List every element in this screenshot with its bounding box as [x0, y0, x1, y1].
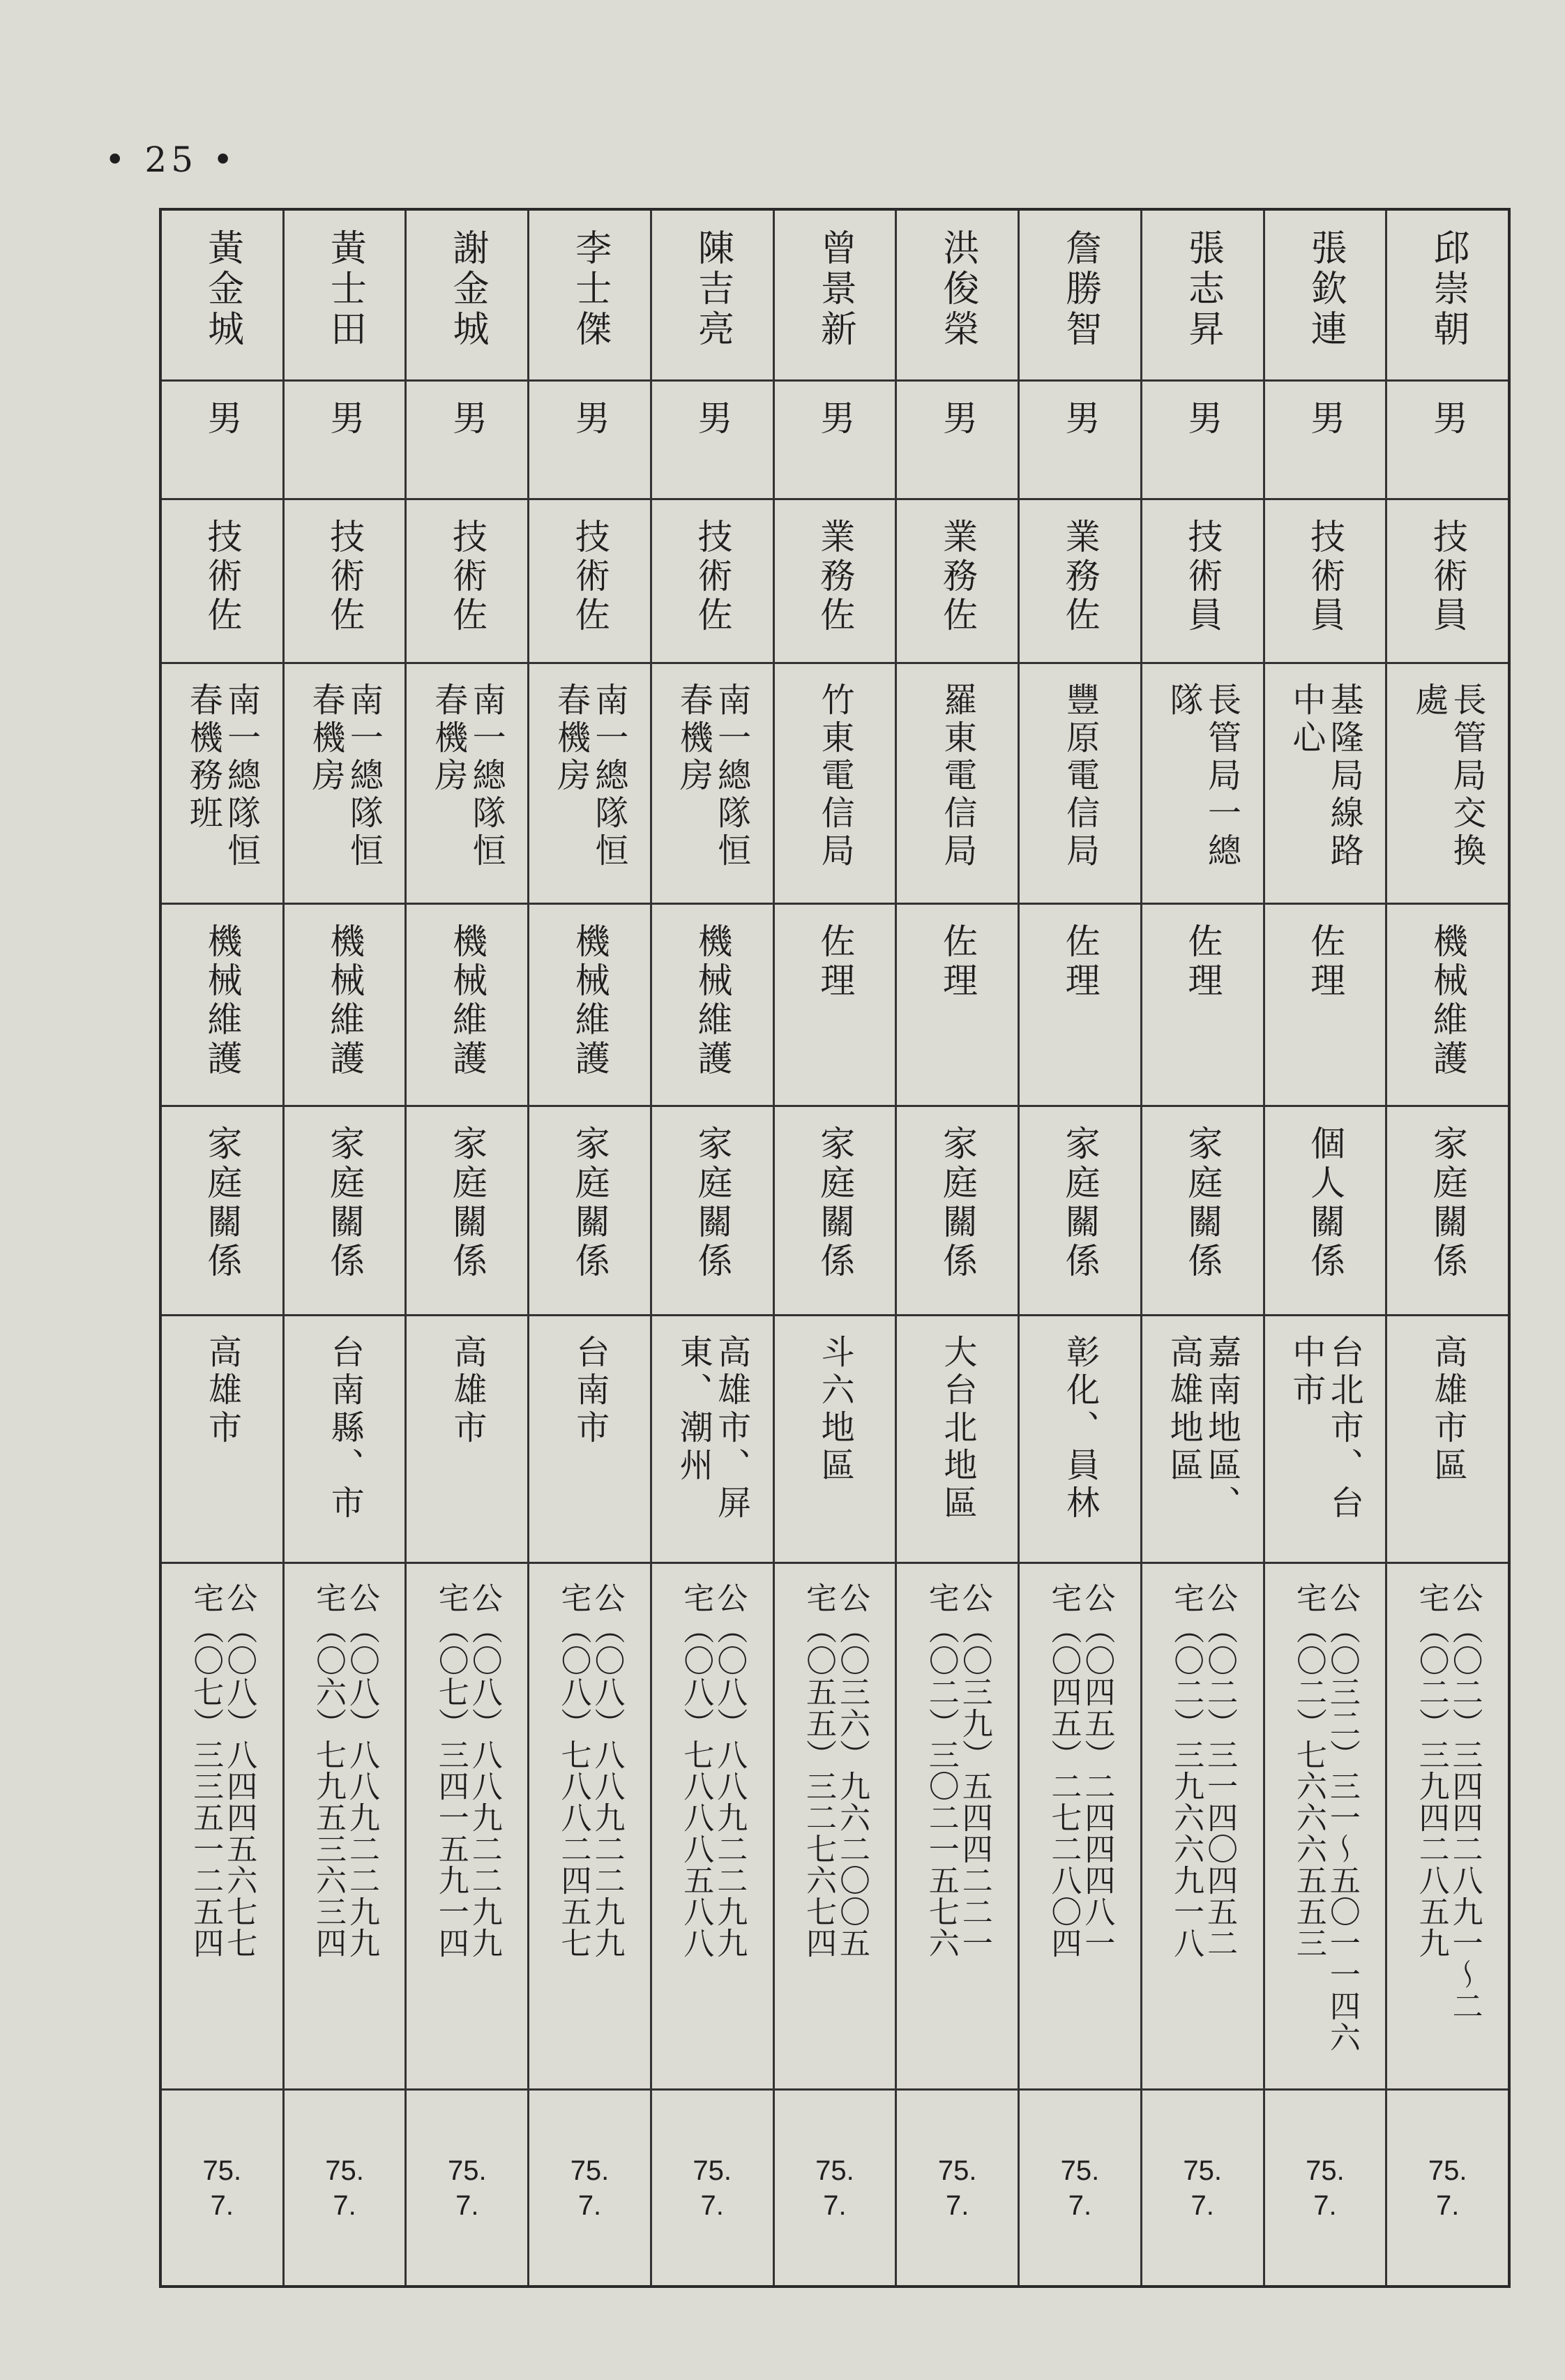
title-cell	[775, 500, 895, 664]
unit-line: 隊	[1164, 682, 1204, 720]
job-text: 佐理	[815, 923, 856, 1001]
relation-text: 家庭關係	[1182, 1125, 1223, 1281]
title-text: 技術員	[1182, 518, 1223, 635]
job-cell	[285, 905, 405, 1107]
relation-text: 家庭關係	[447, 1125, 487, 1281]
sex-cell	[652, 382, 773, 500]
date-line: 7.	[1068, 2190, 1092, 2221]
phone-line: 公（〇四五）二四四四八一	[1079, 1582, 1115, 1959]
title-text: 技術佐	[692, 518, 733, 635]
unit-line: 春機房	[306, 682, 346, 795]
name-text: 張志昇	[1181, 229, 1224, 350]
job-cell	[1265, 905, 1386, 1107]
area-line: 中市	[1286, 1334, 1326, 1410]
name-text: 邱崇朝	[1426, 229, 1469, 350]
area-cell	[897, 1316, 1018, 1564]
name-text: 詹勝智	[1059, 229, 1101, 350]
area-cell	[775, 1316, 895, 1564]
phone-line: 宅（〇二）三九六六九一八	[1168, 1582, 1204, 1959]
relation-text: 家庭關係	[692, 1125, 733, 1281]
title-text: 技術員	[1305, 518, 1346, 635]
date-line: 75.	[1183, 2155, 1222, 2186]
title-cell	[1265, 500, 1386, 664]
unit-cell	[529, 664, 650, 905]
page-number: • 25 •	[105, 140, 238, 180]
date-line: 7.	[700, 2190, 724, 2221]
sex-cell	[529, 382, 650, 500]
title-text: 業務佐	[937, 518, 978, 635]
name-cell	[529, 211, 650, 382]
date-line: 7.	[1313, 2190, 1337, 2221]
personnel-table	[159, 208, 1511, 2288]
unit-line: 南一總隊恒	[589, 682, 628, 871]
unit-line: 竹東電信局	[815, 682, 855, 871]
title-text: 技術佐	[202, 518, 243, 635]
phone-cell	[652, 1564, 773, 2091]
unit-line: 中心	[1286, 682, 1326, 758]
title-cell	[1020, 500, 1140, 664]
date-line: 7.	[946, 2190, 969, 2221]
unit-line: 春機房	[551, 682, 591, 795]
record-column	[405, 211, 527, 2285]
phone-line: 公（〇八）八八九二二九九	[344, 1582, 380, 1959]
area-line: 台南縣、市	[325, 1334, 365, 1523]
unit-cell	[162, 664, 282, 905]
date-text	[1183, 2153, 1222, 2223]
title-cell	[162, 500, 282, 664]
job-cell	[1142, 905, 1263, 1107]
name-text: 洪俊榮	[936, 229, 978, 350]
title-text: 業務佐	[1059, 518, 1101, 635]
sex-text: 男	[1427, 400, 1468, 439]
job-text: 佐理	[1305, 923, 1346, 1001]
area-cell	[407, 1316, 527, 1564]
job-cell	[529, 905, 650, 1107]
title-text: 技術佐	[447, 518, 487, 635]
job-text: 機械維護	[447, 923, 487, 1079]
name-text: 黃士田	[324, 229, 366, 350]
name-text: 張欽連	[1304, 229, 1347, 350]
area-line: 台南市	[570, 1334, 610, 1447]
relation-cell	[1387, 1107, 1508, 1316]
job-cell	[1387, 905, 1508, 1107]
date-cell	[897, 2091, 1018, 2285]
date-line: 75.	[937, 2155, 977, 2186]
name-cell	[1020, 211, 1140, 382]
phone-line: 公（〇三九）五四四二二一	[956, 1582, 992, 1959]
unit-line: 羅東電信局	[937, 682, 977, 871]
job-text: 佐理	[937, 923, 978, 1001]
sex-text: 男	[569, 400, 610, 439]
name-cell	[652, 211, 773, 382]
phone-line: 宅（〇二）三〇二一五七六	[923, 1582, 959, 1959]
sex-text: 男	[1305, 400, 1346, 439]
sex-text: 男	[692, 400, 733, 439]
area-line: 高雄市區	[1428, 1334, 1467, 1485]
phone-line: 公（〇八）八八九二二九九	[466, 1582, 502, 1959]
name-cell	[1142, 211, 1263, 382]
unit-cell	[407, 664, 527, 905]
date-line: 75.	[447, 2155, 487, 2186]
relation-cell	[1142, 1107, 1263, 1316]
job-text: 機械維護	[324, 923, 365, 1079]
area-line: 高雄市、屏	[711, 1334, 751, 1523]
date-text	[202, 2153, 241, 2223]
sex-cell	[897, 382, 1018, 500]
title-text: 技術佐	[569, 518, 610, 635]
date-cell	[407, 2091, 527, 2285]
date-line: 7.	[823, 2190, 847, 2221]
date-cell	[529, 2091, 650, 2285]
unit-cell	[1142, 664, 1263, 905]
job-text: 機械維護	[692, 923, 733, 1079]
title-cell	[1142, 500, 1263, 664]
date-text	[1061, 2153, 1100, 2223]
title-cell	[652, 500, 773, 664]
unit-cell	[775, 664, 895, 905]
relation-text: 家庭關係	[1427, 1125, 1468, 1281]
date-line: 75.	[1306, 2155, 1345, 2186]
area-line: 台北市、台	[1324, 1334, 1364, 1523]
job-text: 機械維護	[202, 923, 243, 1079]
unit-line: 春機房	[428, 682, 468, 795]
relation-cell	[1020, 1107, 1140, 1316]
job-cell	[775, 905, 895, 1107]
date-cell	[285, 2091, 405, 2285]
record-column	[895, 211, 1018, 2285]
date-line: 75.	[815, 2155, 854, 2186]
unit-line: 處	[1409, 682, 1449, 720]
relation-text: 家庭關係	[1059, 1125, 1101, 1281]
sex-cell	[407, 382, 527, 500]
unit-line: 南一總隊恒	[711, 682, 751, 871]
job-cell	[652, 905, 773, 1107]
title-cell	[1387, 500, 1508, 664]
date-text	[1428, 2153, 1467, 2223]
phone-line: 公（〇二）三一四〇四五二	[1202, 1582, 1238, 1959]
record-column	[282, 211, 405, 2285]
phone-line: 宅（〇八）七八八二四五七	[555, 1582, 591, 1959]
area-cell	[652, 1316, 773, 1564]
unit-cell	[652, 664, 773, 905]
unit-line: 春機房	[674, 682, 713, 795]
sex-cell	[1020, 382, 1140, 500]
date-line: 75.	[570, 2155, 610, 2186]
sex-cell	[162, 382, 282, 500]
record-column	[1385, 211, 1508, 2285]
phone-cell	[897, 1564, 1018, 2091]
date-text	[938, 2153, 977, 2223]
job-text: 機械維護	[1427, 923, 1468, 1079]
sex-cell	[1142, 382, 1263, 500]
record-column	[1140, 211, 1263, 2285]
date-text	[570, 2153, 610, 2223]
area-cell	[1387, 1316, 1508, 1564]
unit-cell	[1020, 664, 1140, 905]
date-line: 7.	[455, 2190, 479, 2221]
area-cell	[162, 1316, 282, 1564]
area-line: 大台北地區	[937, 1334, 977, 1523]
area-line: 高雄市	[202, 1334, 242, 1447]
unit-line: 南一總隊恒	[344, 682, 384, 871]
date-line: 7.	[1190, 2190, 1214, 2221]
record-column	[773, 211, 895, 2285]
phone-line: 公（〇二）三四四二八九一〜二	[1446, 1582, 1483, 2021]
job-cell	[897, 905, 1018, 1107]
job-cell	[1020, 905, 1140, 1107]
unit-line: 春機務班	[183, 682, 223, 833]
date-text	[448, 2153, 487, 2223]
name-text: 曾景新	[814, 229, 856, 350]
name-cell	[897, 211, 1018, 382]
date-line: 7.	[333, 2190, 356, 2221]
phone-line: 宅（〇八）七八八八五八八	[678, 1582, 714, 1959]
phone-line: 宅（〇五五）三二七六七四	[800, 1582, 836, 1959]
phone-cell	[1265, 1564, 1386, 2091]
date-line: 75.	[202, 2155, 242, 2186]
name-cell	[775, 211, 895, 382]
area-line: 東、潮州	[674, 1334, 713, 1485]
relation-text: 家庭關係	[569, 1125, 610, 1281]
relation-cell	[652, 1107, 773, 1316]
area-cell	[285, 1316, 405, 1564]
date-line: 7.	[1435, 2190, 1460, 2221]
relation-text: 家庭關係	[815, 1125, 856, 1281]
unit-line: 南一總隊恒	[467, 682, 506, 871]
name-text: 謝金城	[446, 229, 489, 350]
phone-cell	[775, 1564, 895, 2091]
phone-line: 宅（〇七）三四一五九一四	[432, 1582, 469, 1959]
relation-cell	[162, 1107, 282, 1316]
relation-text: 家庭關係	[937, 1125, 978, 1281]
date-cell	[1387, 2091, 1508, 2285]
unit-cell	[285, 664, 405, 905]
job-text: 機械維護	[569, 923, 610, 1079]
unit-line: 南一總隊恒	[221, 682, 261, 871]
name-cell	[162, 211, 282, 382]
title-text: 技術員	[1427, 518, 1468, 635]
unit-line: 長管局交換	[1447, 682, 1487, 871]
date-text	[325, 2153, 364, 2223]
date-line: 75.	[1060, 2155, 1100, 2186]
relation-cell	[1265, 1107, 1386, 1316]
unit-cell	[1265, 664, 1386, 905]
job-cell	[162, 905, 282, 1107]
date-cell	[1020, 2091, 1140, 2285]
job-text: 佐理	[1059, 923, 1101, 1001]
sex-text: 男	[937, 400, 978, 439]
phone-line: 宅（〇四五）二七二八〇四	[1045, 1582, 1082, 1959]
date-line: 75.	[325, 2155, 364, 2186]
unit-line: 長管局一總	[1202, 682, 1241, 871]
phone-line: 公（〇八）八八九二二九九	[589, 1582, 625, 1959]
name-cell	[1265, 211, 1386, 382]
unit-line: 豐原電信局	[1060, 682, 1100, 871]
phone-cell	[1142, 1564, 1263, 2091]
relation-cell	[529, 1107, 650, 1316]
unit-cell	[1387, 664, 1508, 905]
title-cell	[285, 500, 405, 664]
relation-cell	[775, 1107, 895, 1316]
record-column	[1018, 211, 1140, 2285]
unit-cell	[897, 664, 1018, 905]
phone-cell	[162, 1564, 282, 2091]
phone-line: 宅（〇六）七九五三六三四	[310, 1582, 347, 1959]
date-line: 75.	[1428, 2155, 1467, 2186]
relation-text: 家庭關係	[202, 1125, 243, 1281]
phone-line: 公（〇三二）三一〜五〇一一四六	[1324, 1582, 1360, 2053]
area-cell	[1020, 1316, 1140, 1564]
name-cell	[407, 211, 527, 382]
phone-cell	[529, 1564, 650, 2091]
sex-text: 男	[202, 400, 243, 439]
phone-line: 公（〇八）八八九二二九九	[711, 1582, 748, 1959]
date-text	[1306, 2153, 1345, 2223]
phone-line: 宅（〇七）三三五一二五四	[188, 1582, 224, 1959]
name-text: 李士傑	[568, 229, 611, 350]
sex-text: 男	[447, 400, 487, 439]
phone-line: 宅（〇二）七六六六五五三	[1290, 1582, 1326, 1959]
date-text	[693, 2153, 732, 2223]
date-line: 75.	[693, 2155, 732, 2186]
phone-line: 公（〇八）八四四五六七七	[221, 1582, 257, 1959]
date-cell	[162, 2091, 282, 2285]
sex-cell	[775, 382, 895, 500]
phone-cell	[285, 1564, 405, 2091]
record-column	[1263, 211, 1386, 2285]
name-cell	[1387, 211, 1508, 382]
record-column	[650, 211, 773, 2285]
phone-cell	[407, 1564, 527, 2091]
sex-text: 男	[815, 400, 856, 439]
title-text: 業務佐	[815, 518, 856, 635]
relation-cell	[407, 1107, 527, 1316]
relation-text: 家庭關係	[324, 1125, 365, 1281]
date-cell	[775, 2091, 895, 2285]
area-cell	[1142, 1316, 1263, 1564]
title-text: 技術佐	[324, 518, 365, 635]
relation-text: 個人關係	[1305, 1125, 1346, 1281]
date-line: 7.	[577, 2190, 602, 2221]
record-column	[162, 211, 282, 2285]
unit-line: 基隆局線路	[1324, 682, 1364, 871]
title-cell	[897, 500, 1018, 664]
sex-cell	[1387, 382, 1508, 500]
title-cell	[529, 500, 650, 664]
area-line: 斗六地區	[815, 1334, 855, 1485]
sex-cell	[1265, 382, 1386, 500]
phone-line: 公（〇三六）九六二〇〇五	[833, 1582, 870, 1959]
record-column	[527, 211, 650, 2285]
sex-text: 男	[1059, 400, 1101, 439]
area-line: 高雄地區	[1164, 1334, 1204, 1485]
name-text: 陳吉亮	[691, 229, 734, 350]
area-cell	[529, 1316, 650, 1564]
area-cell	[1265, 1316, 1386, 1564]
sex-text: 男	[1182, 400, 1223, 439]
phone-line: 宅（〇二）三九四二八五九	[1413, 1582, 1449, 1959]
date-line: 7.	[210, 2190, 234, 2221]
sex-cell	[285, 382, 405, 500]
sex-text: 男	[324, 400, 365, 439]
relation-cell	[897, 1107, 1018, 1316]
relation-cell	[285, 1107, 405, 1316]
date-text	[815, 2153, 854, 2223]
phone-cell	[1387, 1564, 1508, 2091]
phone-cell	[1020, 1564, 1140, 2091]
area-line: 彰化、員林	[1060, 1334, 1100, 1523]
area-line: 嘉南地區、	[1202, 1334, 1241, 1523]
date-cell	[1265, 2091, 1386, 2285]
job-cell	[407, 905, 527, 1107]
date-cell	[1142, 2091, 1263, 2285]
job-text: 佐理	[1182, 923, 1223, 1001]
date-cell	[652, 2091, 773, 2285]
name-cell	[285, 211, 405, 382]
area-line: 高雄市	[447, 1334, 487, 1447]
name-text: 黃金城	[201, 229, 243, 350]
title-cell	[407, 500, 527, 664]
